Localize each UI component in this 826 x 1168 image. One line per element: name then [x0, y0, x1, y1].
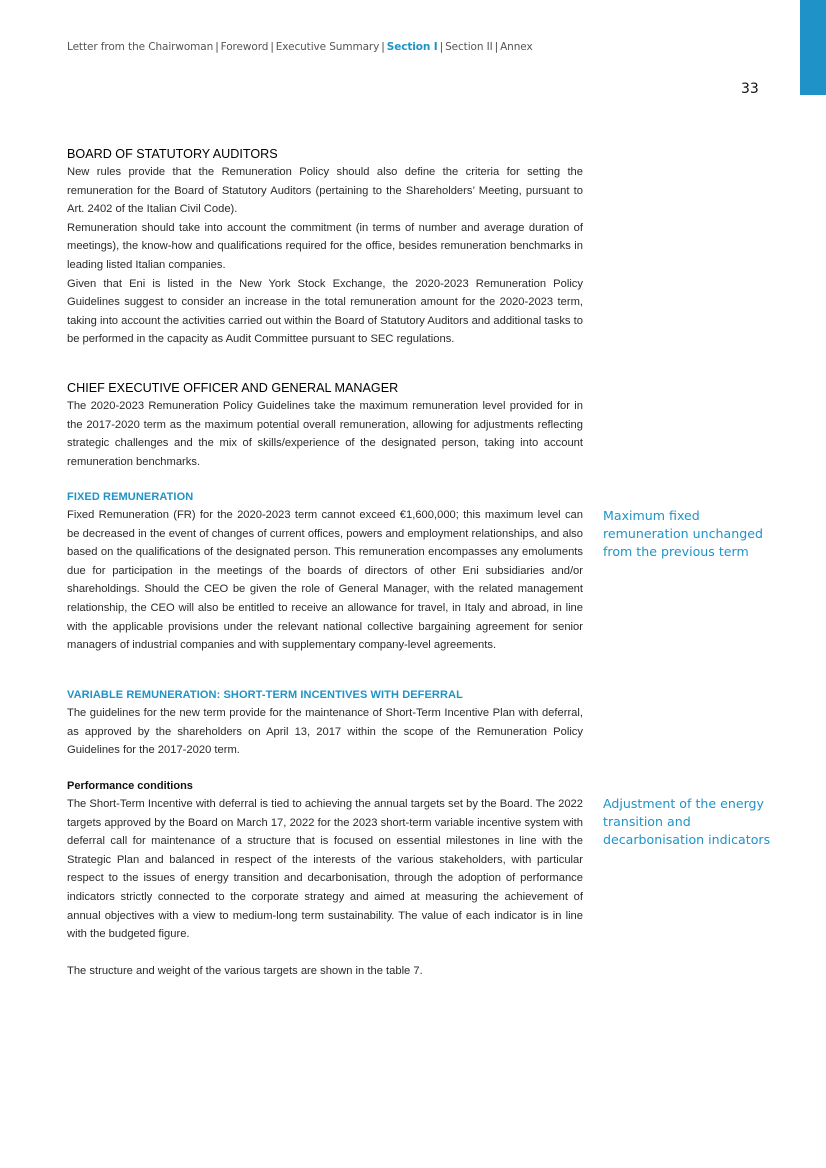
breadcrumb-separator: |	[381, 41, 385, 53]
side-note-fixed: Maximum fixed remuneration unchanged from the previous term	[603, 508, 763, 560]
performance-section	[67, 777, 583, 980]
breadcrumb-section-1[interactable]: Section I	[386, 41, 438, 53]
board-paragraph-3: Given that Eni is listed in the New York Stock Exchange, the 2020-2023 Remuneration Policy Guidelines suggest to consider an increase in the total remuneration amount for the 2020-2023 term, taking into account the activities carried out within the Board of Statutory Auditors and additional tasks to be performed in the capacity as Audit Committee pursuant to SEC regulations.	[67, 277, 583, 346]
performance-text: The Short-Term Incentive with deferral is tied to achieving the annual targets set by the Board. The 2022 targets approved by the Board on March 17, 2022 for the 2023 short-term variable incentive system with deferral call for maintenance of a structure that is focused on essential milestones in line with the Strategic Plan and balanced in respect of the interests of the various stakeholders, with particular respect to the issues of energy transition and decarbonisation, through the adoption of performance indicators strictly connected to the corporate strategy and aimed at measuring the achievement of annual objectives with a view to medium-long term sustainability. The value of each indicator is in line with the budgeted figure.	[67, 798, 583, 941]
breadcrumb-annex[interactable]: Annex	[500, 41, 533, 53]
board-paragraph-2: Remuneration should take into account the commitment (in terms of number and average duration of meetings), the know-how and qualifications required for the office, besides remuneration benchmarks in leading listed Italian companies.	[67, 221, 583, 271]
ceo-intro: The 2020-2023 Remuneration Policy Guidelines take the maximum remuneration level provided for in the 2017-2020 term as the maximum potential overall remuneration, allowing for adjustments reflecting strategic challenges and the mix of skills/experience of the designated person, taking into account remuneration benchmarks.	[67, 400, 583, 468]
performance-heading: Performance conditions	[67, 780, 193, 792]
variable-remuneration-heading: VARIABLE REMUNERATION: SHORT-TERM INCENTIVES WITH DEFERRAL	[67, 689, 463, 701]
ceo-heading: CHIEF EXECUTIVE OFFICER AND GENERAL MANAGER	[67, 381, 399, 395]
ceo-section	[67, 379, 583, 471]
side-note-performance: Adjustment of the energy transition and decarbonisation indicators	[603, 796, 771, 848]
fixed-remuneration-heading: FIXED REMUNERATION	[67, 491, 194, 503]
fixed-remuneration-section	[67, 488, 583, 655]
breadcrumb	[67, 41, 533, 53]
breadcrumb-separator: |	[494, 41, 499, 53]
breadcrumb-letter[interactable]: Letter from the Chairwoman	[67, 41, 214, 53]
board-section	[67, 145, 583, 349]
breadcrumb-foreword[interactable]: Foreword	[220, 41, 269, 53]
breadcrumb-section-2[interactable]: Section II	[445, 41, 493, 53]
board-paragraph-1: New rules provide that the Remuneration Policy should also define the criteria for setting the remuneration for the Board of Statutory Auditors (pertaining to the Shareholders’ Meeting, pursuant to Art. 2402 of the Italian Civil Code).	[67, 166, 583, 216]
breadcrumb-separator: |	[439, 41, 444, 53]
board-heading: BOARD OF STATUTORY AUDITORS	[67, 147, 278, 161]
section-tab-marker	[800, 0, 826, 95]
variable-remuneration-text: The guidelines for the new term provide for the maintenance of Short-Term Incentive Plan with deferral, as approved by the shareholders on April 13, 2017 within the scope of the Remuneration Policy Guidelines for the 2017-2020 term.	[67, 707, 583, 757]
page-number: 33	[741, 81, 759, 97]
fixed-remuneration-text: Fixed Remuneration (FR) for the 2020-2023 term cannot exceed €1,600,000; this maximum level can be decreased in the event of changes of current offices, powers and employment relationships, and also based on the qualifications of the designated person. This remuneration encompasses any emoluments due for participation in the meetings of the boards of directors of other Eni subsidiaries and/or shareholdings. Should the CEO be given the role of General Manager, with the related management relationship, the CEO will also be entitled to receive an allowance for travel, in Italy and abroad, in line with the applicable provisions under the relevant national collective bargaining agreement for senior managers of industrial companies and with supplementary company-level agreements.	[67, 509, 583, 652]
breadcrumb-executive-summary[interactable]: Executive Summary	[275, 41, 380, 53]
variable-remuneration-section	[67, 686, 583, 760]
breadcrumb-separator: |	[270, 41, 274, 53]
breadcrumb-separator: |	[215, 41, 219, 53]
performance-closing: The structure and weight of the various targets are shown in the table 7.	[67, 964, 423, 977]
